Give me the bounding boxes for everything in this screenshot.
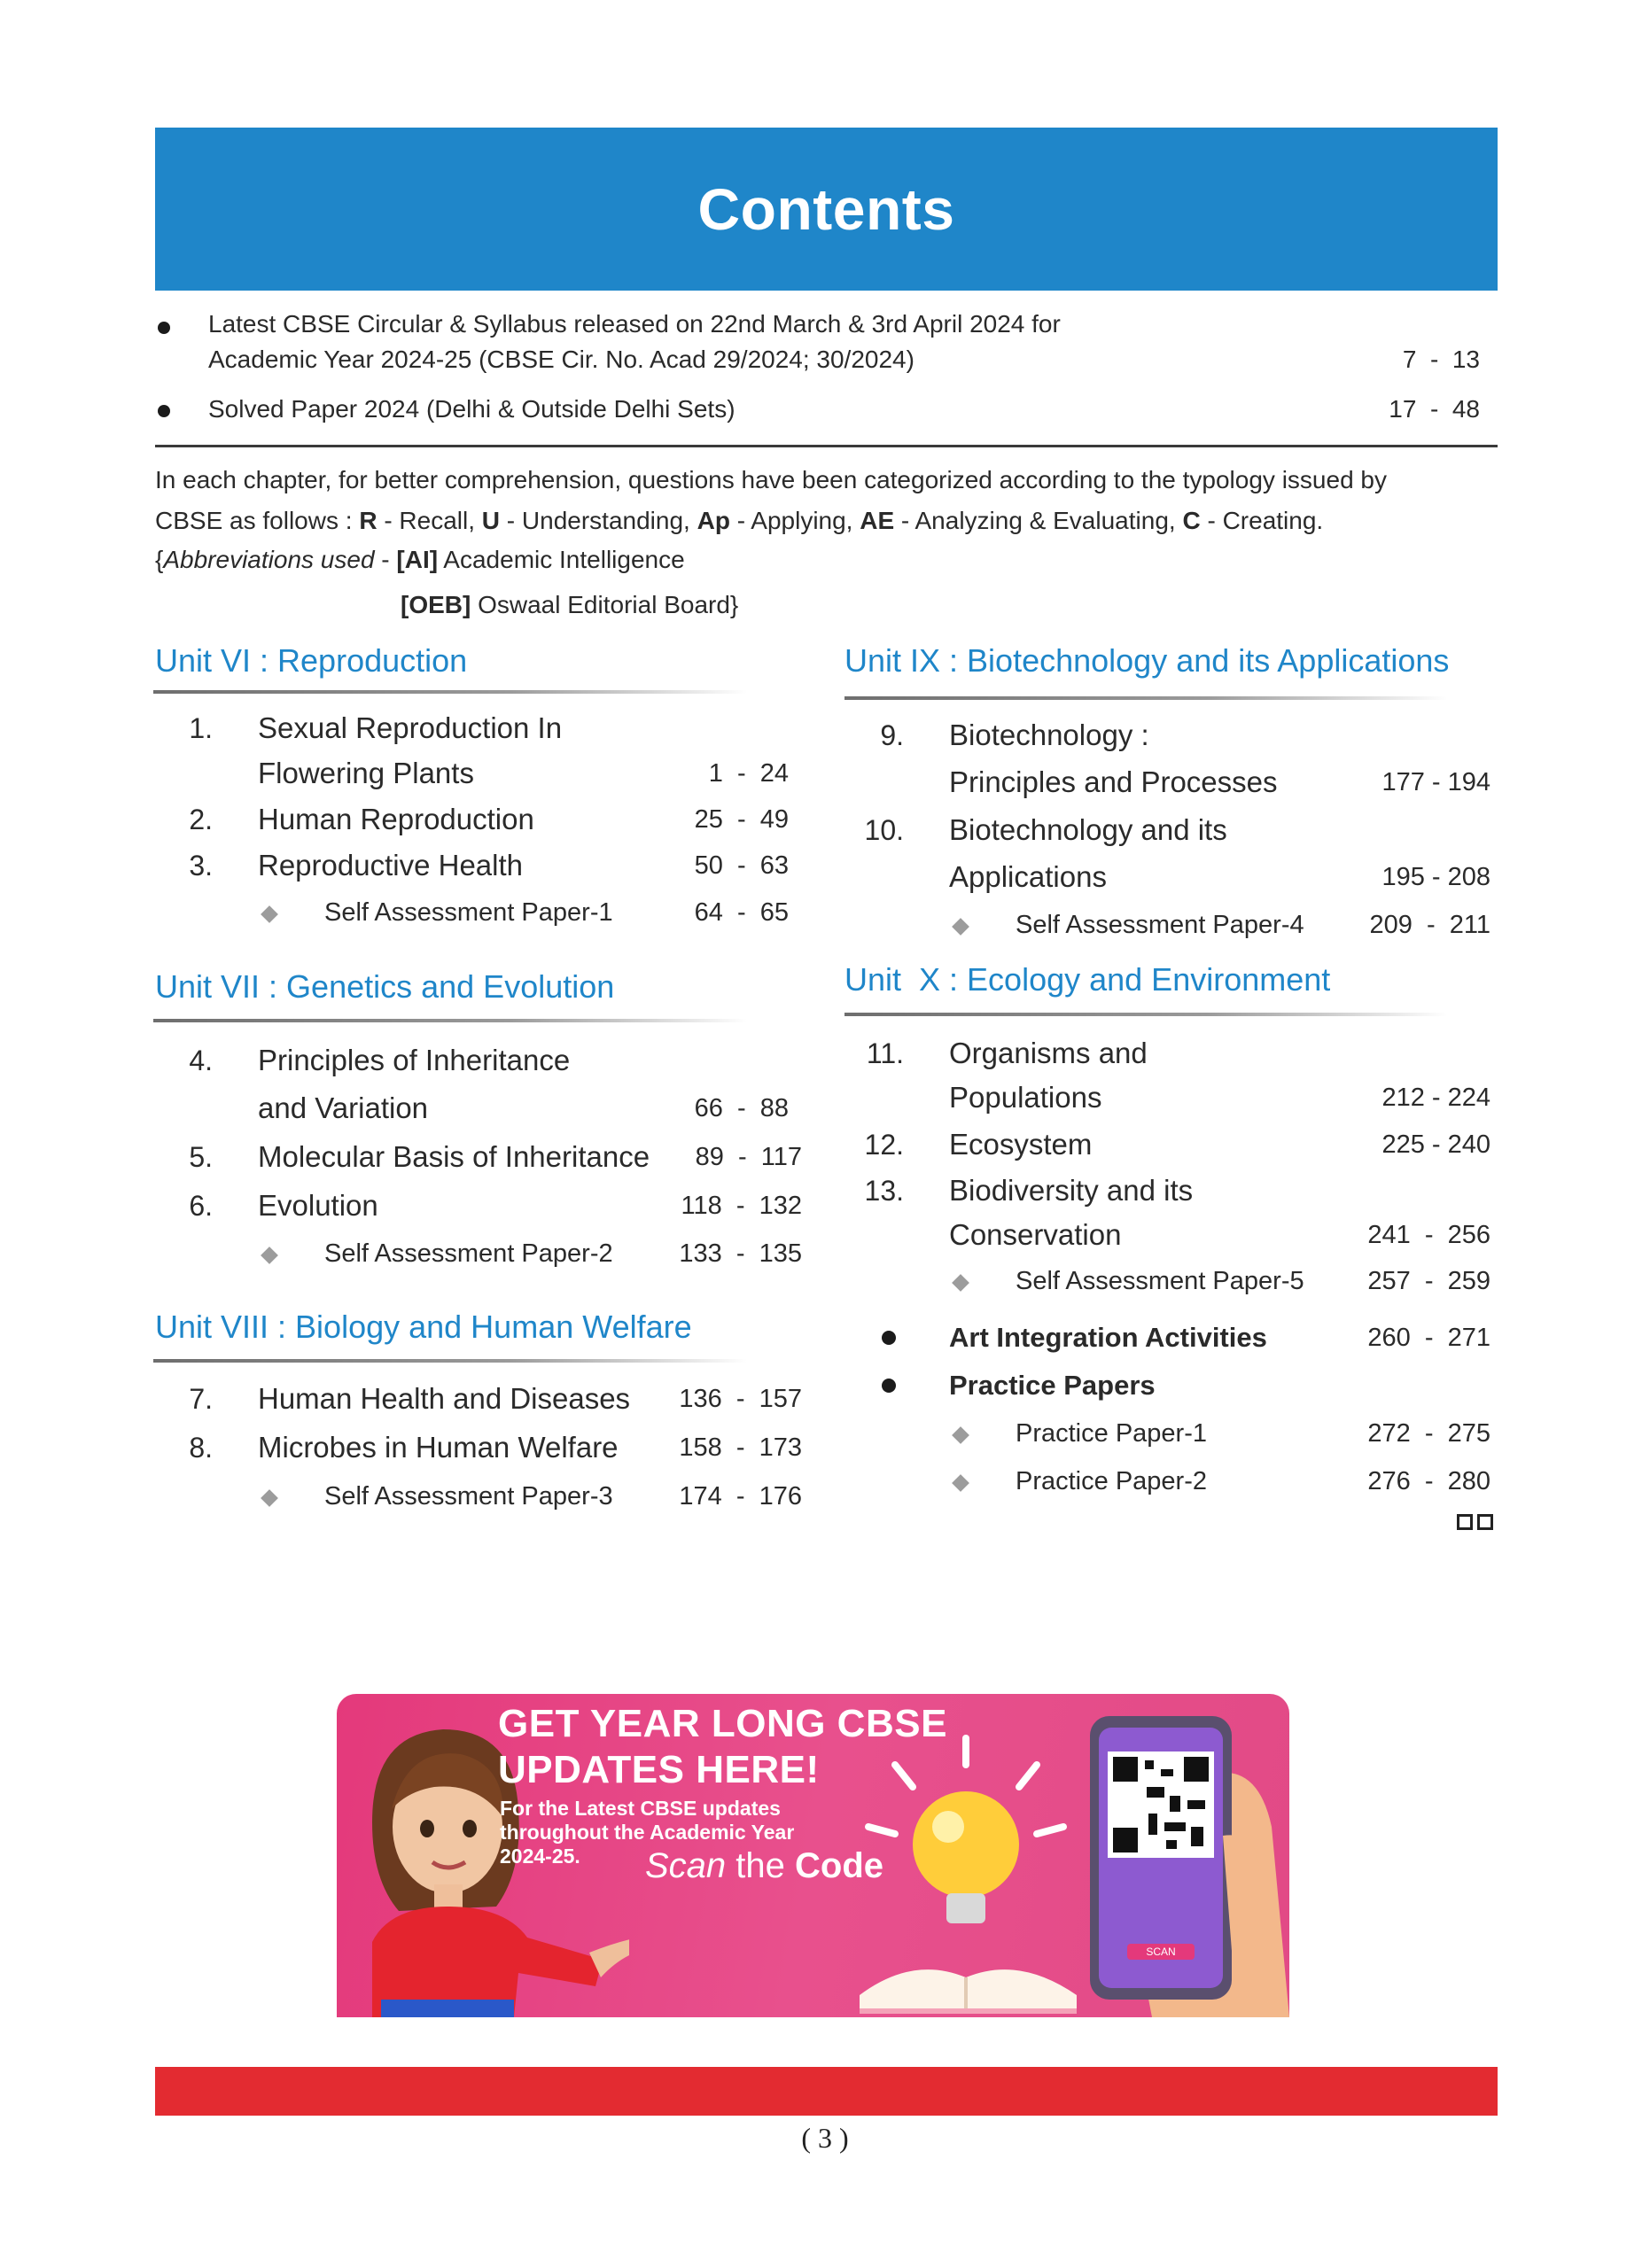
footer-red-bar (155, 2067, 1498, 2116)
self-assessment-range: 209 - 211 (1369, 911, 1490, 939)
chapter-number: 2. (189, 804, 213, 835)
end-mark-icon (1457, 1514, 1473, 1530)
typology-label-r: - Recall, (377, 507, 482, 534)
chapter-title-line2: Flowering Plants (258, 757, 474, 789)
chapter-number: 5. (189, 1141, 213, 1173)
chapter-title: Human Reproduction (258, 803, 534, 835)
chapter-number: 8. (189, 1432, 213, 1464)
unit-underline (153, 1019, 747, 1022)
chapter-page-range: 89 - 117 (695, 1143, 802, 1171)
self-assessment-paper: Self Assessment Paper-4 (1016, 911, 1304, 939)
self-assessment-range: 174 - 176 (679, 1482, 802, 1511)
scan-the-code-text (645, 1846, 883, 1885)
chapter-page-range: 118 - 132 (681, 1192, 802, 1220)
self-assessment-range: 64 - 65 (694, 898, 789, 927)
abbrev-label: Abbreviations used (163, 546, 375, 573)
chapter-title-line2: Populations (949, 1081, 1102, 1114)
diamond-bullet-icon (952, 1426, 969, 1444)
typology-label-u: - Understanding, (500, 507, 697, 534)
diamond-bullet-icon (261, 905, 278, 923)
self-assessment-paper: Self Assessment Paper-5 (1016, 1267, 1304, 1295)
promo-headline-line2: UPDATES HERE! (498, 1748, 820, 1791)
chapter-page-range: 136 - 157 (679, 1385, 802, 1413)
art-integration-range: 260 - 271 (1367, 1324, 1490, 1352)
chapter-title-line2: Conservation (949, 1218, 1122, 1251)
chapter-title: Organisms and (949, 1037, 1148, 1069)
typology-code-ap: Ap (697, 507, 730, 534)
chapter-page-range: 195 - 208 (1381, 863, 1490, 891)
bullet-icon (158, 405, 170, 417)
abbrev-brace: { (155, 546, 164, 573)
chapter-number: 11. (866, 1037, 904, 1069)
practice-paper-1: Practice Paper-1 (1016, 1419, 1207, 1448)
code-word: Code (795, 1846, 884, 1885)
self-assessment-paper: Self Assessment Paper-3 (324, 1482, 613, 1511)
chapter-title: Reproductive Health (258, 849, 523, 882)
unit-title-vii: Unit VII : Genetics and Evolution (155, 968, 615, 1005)
intro-item-circular-line1: Latest CBSE Circular & Syllabus released on 22nd March & 3rd April 2024 for (208, 310, 1061, 338)
promo-sub-line3: 2024-25. (500, 1845, 580, 1868)
promo-sub-line1: For the Latest CBSE updates (500, 1797, 781, 1820)
page-title: Contents (697, 176, 955, 242)
chapter-number: 3. (189, 850, 213, 882)
the-word: the (726, 1846, 796, 1885)
self-assessment-range: 257 - 259 (1367, 1267, 1490, 1295)
unit-title-vi: Unit VI : Reproduction (155, 642, 468, 679)
typology-code-r: R (359, 507, 377, 534)
chapter-page-range: 50 - 63 (694, 851, 789, 880)
phone-qr-illustration (1081, 1712, 1289, 2017)
diamond-bullet-icon (952, 918, 969, 936)
scan-word: Scan (645, 1846, 727, 1885)
chapter-number: 1. (189, 712, 213, 744)
chapter-title-line2: Applications (949, 860, 1107, 893)
abbrev-oeb-label: Oswaal Editorial Board} (471, 591, 739, 618)
unit-title-viii: Unit VIII : Biology and Human Welfare (155, 1309, 692, 1345)
intro-item-solved-paper: Solved Paper 2024 (Delhi & Outside Delhi Sets) (208, 395, 735, 423)
end-mark-icon (1477, 1514, 1493, 1530)
chapter-title: Microbes in Human Welfare (258, 1431, 619, 1464)
typology-label-c: - Creating. (1200, 507, 1324, 534)
chapter-number: 12. (864, 1129, 904, 1161)
contents-header-banner (155, 128, 1498, 291)
typology-label-ae: - Analyzing & Evaluating, (894, 507, 1183, 534)
chapter-number: 4. (189, 1045, 213, 1076)
bullet-icon (158, 322, 170, 334)
abbrev-oeb-code: [OEB] (401, 591, 471, 618)
typology-code-ae: AE (860, 507, 895, 534)
chapter-number: 9. (880, 719, 904, 751)
chapter-number: 10. (864, 814, 904, 846)
lightbulb-book-illustration (860, 1729, 1090, 2017)
chapter-page-range: 225 - 240 (1381, 1130, 1490, 1159)
chapter-page-range: 158 - 173 (679, 1433, 802, 1462)
promo-headline-line1: GET YEAR LONG CBSE (498, 1702, 947, 1745)
chapter-title: Human Health and Diseases (258, 1382, 631, 1415)
typology-label-ap: - Applying, (729, 507, 860, 534)
chapter-number: 13. (864, 1175, 904, 1207)
unit-title-x: Unit X : Ecology and Environment (844, 961, 1331, 998)
unit-underline (844, 696, 1447, 700)
self-assessment-paper: Self Assessment Paper-1 (324, 898, 613, 927)
abbreviations-line2 (401, 587, 738, 623)
chapter-title: Evolution (258, 1189, 378, 1222)
practice-paper-2-range: 276 - 280 (1367, 1467, 1490, 1495)
chapter-page-range: 66 - 88 (694, 1094, 789, 1122)
abbreviations-line1 (155, 542, 685, 578)
practice-paper-1-range: 272 - 275 (1367, 1419, 1490, 1448)
chapter-page-range: 241 - 256 (1367, 1221, 1490, 1249)
chapter-title: Principles of Inheritance (258, 1044, 571, 1076)
typology-text-line1: In each chapter, for better comprehension, questions have been categorized according to the typology issued by (155, 466, 1387, 493)
art-integration-activities: Art Integration Activities (949, 1322, 1267, 1353)
typology-text-line2 (155, 503, 1323, 539)
self-assessment-paper: Self Assessment Paper-2 (324, 1239, 613, 1268)
chapter-title: Ecosystem (949, 1128, 1093, 1161)
section-divider (155, 445, 1498, 447)
diamond-bullet-icon (952, 1474, 969, 1492)
chapter-number: 7. (189, 1383, 213, 1415)
abbrev-dash: - (374, 546, 397, 573)
chapter-title: Molecular Basis of Inheritance (258, 1140, 650, 1173)
practice-paper-2: Practice Paper-2 (1016, 1467, 1207, 1495)
unit-underline (153, 1359, 747, 1363)
chapter-page-range: 177 - 194 (1381, 768, 1490, 796)
self-assessment-range: 133 - 135 (679, 1239, 802, 1268)
typology-code-u: U (481, 507, 501, 534)
chapter-title: Biotechnology and its (949, 813, 1227, 846)
chapter-page-range: 1 - 24 (708, 759, 789, 788)
promo-banner[interactable] (337, 1694, 1289, 2017)
phone-scan-button-label: SCAN (1146, 1946, 1176, 1958)
bullet-icon (882, 1331, 896, 1345)
chapter-title: Sexual Reproduction In (258, 711, 563, 744)
practice-papers-heading: Practice Papers (949, 1370, 1156, 1401)
chapter-page-range: 212 - 224 (1381, 1084, 1490, 1112)
abbrev-ai-label: Academic Intelligence (438, 546, 685, 573)
typology-code-c: C (1182, 507, 1201, 534)
diamond-bullet-icon (952, 1274, 969, 1292)
promo-sub-line2: throughout the Academic Year (500, 1821, 795, 1844)
chapter-title-line2: Principles and Processes (949, 765, 1278, 798)
diamond-bullet-icon (261, 1247, 278, 1264)
diamond-bullet-icon (261, 1489, 278, 1507)
unit-title-ix: Unit IX : Biotechnology and its Applications (844, 642, 1450, 679)
chapter-title: Biotechnology : (949, 718, 1149, 751)
intro-item-solved-paper-range: 17 - 48 (1389, 395, 1480, 423)
unit-underline (844, 1013, 1447, 1016)
chapter-page-range: 25 - 49 (694, 805, 789, 834)
chapter-title-line2: and Variation (258, 1091, 429, 1124)
intro-item-circular-line2: Academic Year 2024-25 (CBSE Cir. No. Acad 29/2024; 30/2024) (208, 346, 915, 373)
chapter-number: 6. (189, 1190, 213, 1222)
chapter-title: Biodiversity and its (949, 1174, 1194, 1207)
typology-prefix: CBSE as follows : (155, 507, 360, 534)
intro-item-circular-range: 7 - 13 (1402, 346, 1480, 373)
page-number: ( 3 ) (801, 2122, 849, 2154)
unit-underline (153, 690, 747, 694)
abbrev-ai-code: [AI] (396, 546, 439, 573)
bullet-icon (882, 1379, 896, 1393)
